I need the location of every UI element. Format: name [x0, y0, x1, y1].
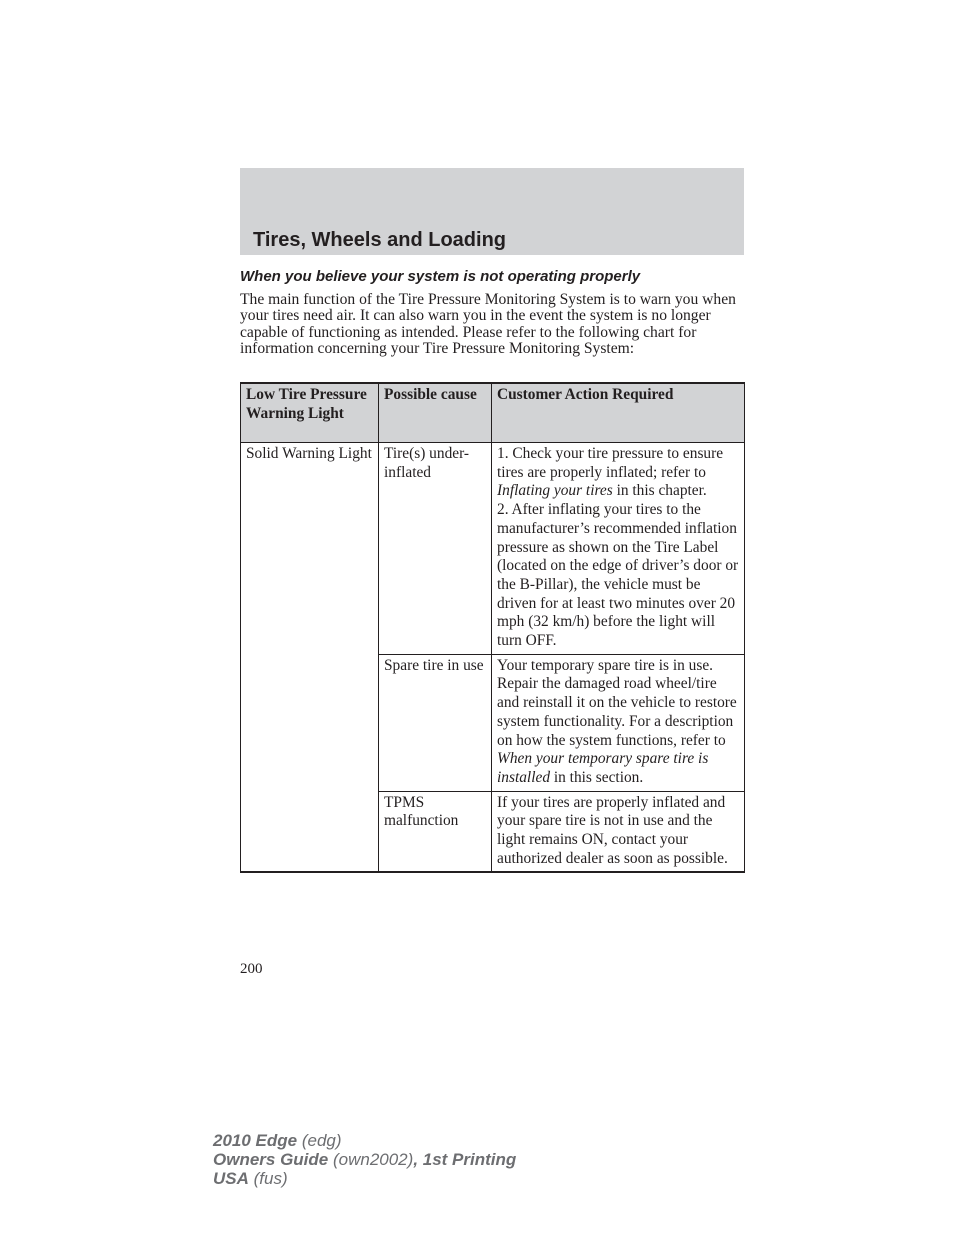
footer-market-code: (fus)	[248, 1169, 288, 1188]
action-cell: If your tires are properly inflated and your spare tire is not in use and the light remains ON, contact your authorized dealer as soon as possible.	[492, 791, 745, 872]
warning-light-cell: Solid Warning Light	[241, 443, 379, 873]
cause-cell: Tire(s) under-inflated	[379, 443, 492, 655]
section-title: Tires, Wheels and Loading	[253, 229, 507, 251]
header-warning-light: Low Tire Pressure Warning Light	[241, 383, 379, 443]
footer-model: 2010 Edge	[213, 1131, 298, 1150]
subheading: When you believe your system is not operating properly	[240, 268, 641, 285]
action-cell	[492, 443, 745, 655]
action-text: 2. After inflating your tires to the manufacturer’s recommended inflation pressure as shown on the Tire Label (located on the edge of driver’s door or the B-Pillar), the vehicle must be driven for at least two minutes over 20 mph (32 km/h) before the light will turn OFF.	[497, 501, 739, 650]
table-header-row	[241, 383, 745, 443]
footer-guide: Owners Guide	[213, 1150, 329, 1169]
footer-guide-code: (own2002)	[328, 1150, 414, 1169]
intro-paragraph: The main function of the Tire Pressure Monitoring System is to warn you when your tires need air. It can also warn you in the event the system is no longer capable of functioning as intended. Please refer to the following chart for information concerning your Tire Pressure Monitoring System:	[240, 291, 736, 358]
page-number: 200	[240, 961, 263, 977]
action-text: in this chapter.	[612, 482, 707, 500]
header-possible-cause: Possible cause	[379, 383, 492, 443]
action-text: Your temporary spare tire is in use. Repair the damaged road wheel/tire and reinstall it on the vehicle to restore system functionality. For a description on how the system functions, refer to	[497, 656, 737, 749]
header-customer-action: Customer Action Required	[492, 383, 745, 443]
footer-line	[213, 1169, 516, 1188]
footer-line	[213, 1150, 516, 1169]
action-text: in this section.	[550, 768, 644, 786]
cross-reference: When your temporary spare tire is installed	[497, 750, 709, 786]
footer-line	[213, 1131, 516, 1150]
table-row	[241, 443, 745, 655]
cross-reference: Inflating your tires	[497, 482, 613, 500]
footer-printing: , 1st Printing	[413, 1150, 517, 1169]
footer-model-code: (edg)	[297, 1131, 342, 1150]
action-text: 1. Check your tire pressure to ensure tires are properly inflated; refer to	[497, 445, 724, 481]
footer-print-info	[213, 1131, 516, 1188]
footer-market: USA	[213, 1169, 249, 1188]
cause-cell: TPMS malfunction	[379, 791, 492, 872]
tpms-table	[240, 382, 745, 873]
cause-cell: Spare tire in use	[379, 654, 492, 791]
action-cell	[492, 654, 745, 791]
